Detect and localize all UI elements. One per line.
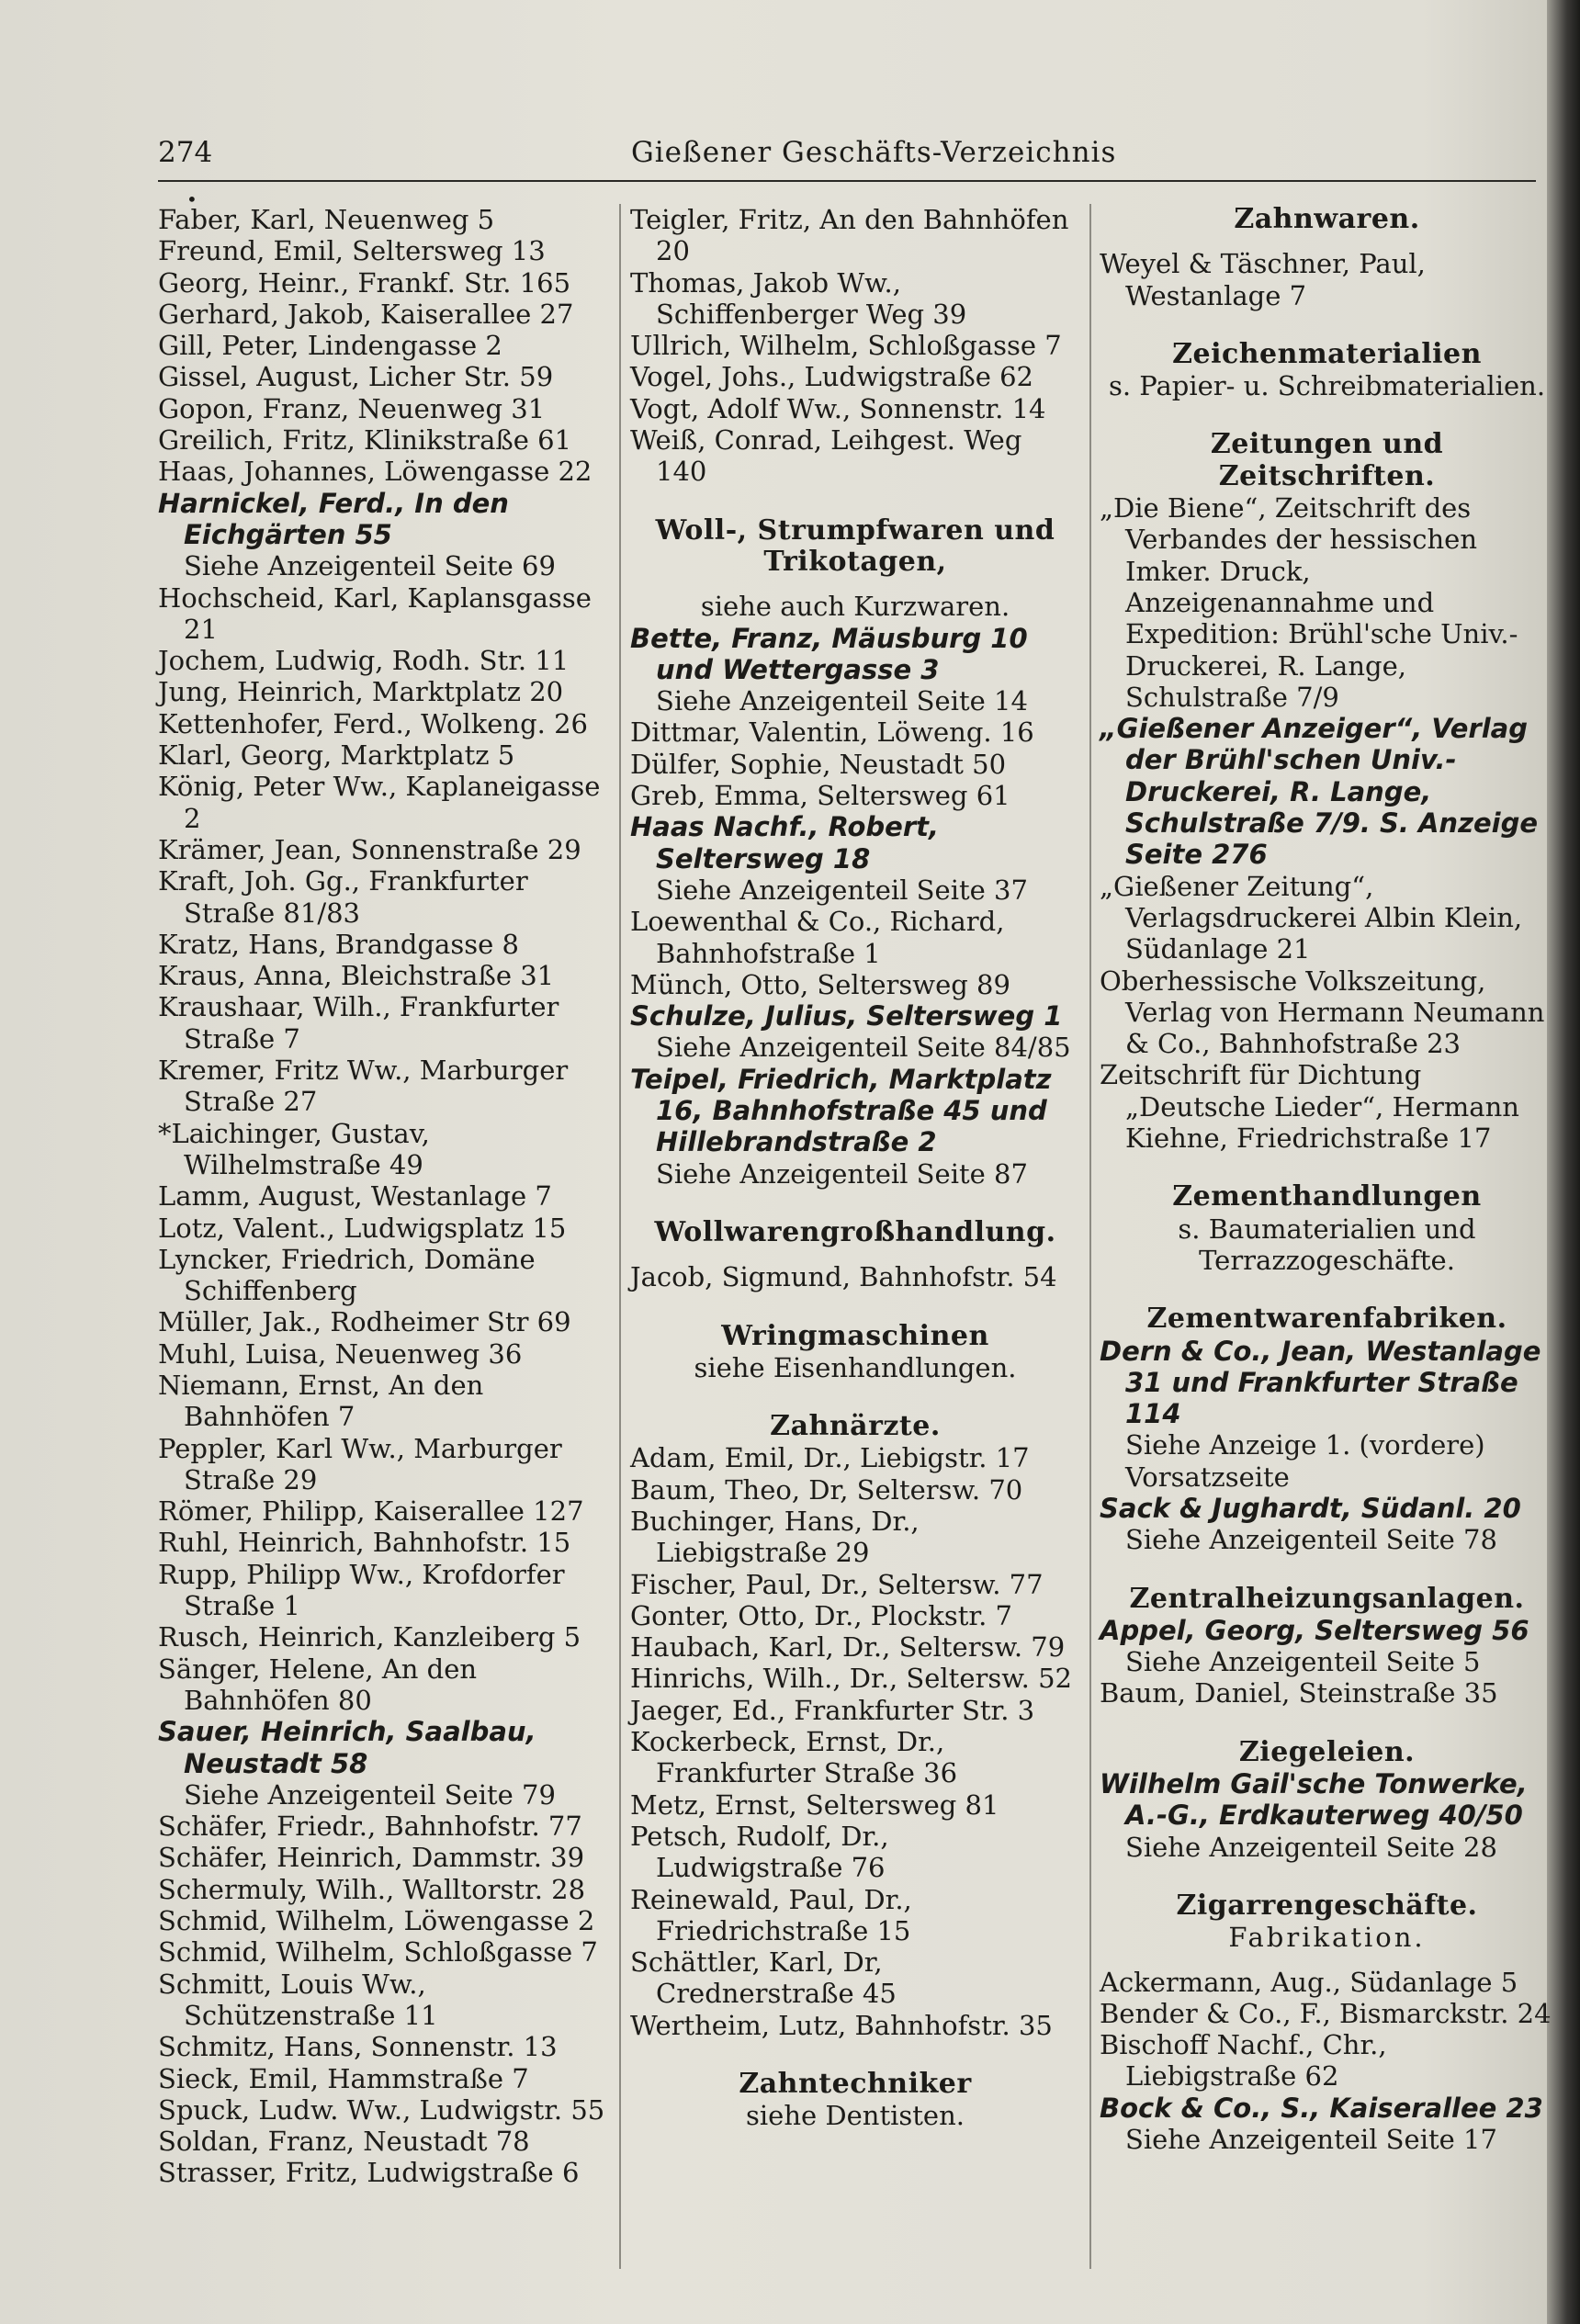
list-item: Greilich, Fritz, Klinikstraße 61 <box>158 424 572 457</box>
list-item-advertiser: Bette, Franz, Mäusburg 10 und Wettergasse 3 <box>630 622 1028 685</box>
ad-reference: Siehe Anzeigenteil Seite 69 <box>184 550 556 582</box>
column-divider <box>619 204 621 2269</box>
list-item: Schmid, Wilhelm, Schloßgasse 7 <box>158 1936 598 1969</box>
ad-reference: Siehe Anzeigenteil Seite 5 <box>1125 1646 1481 1678</box>
list-item-advertiser: Sack & Jughardt, Südanl. 20 <box>1100 1492 1521 1524</box>
list-item-advertiser: Teipel, Friedrich, Marktplatz 16, Bahnhofstraße 45 und Hillebrandstraße 2 <box>630 1063 1052 1158</box>
section-heading-zahntechniker: Zahntechniker <box>739 2068 972 2101</box>
list-item: Jochem, Ludwig, Rodh. Str. 11 <box>158 645 570 677</box>
list-item: Zeitschrift für Dichtung „Deutsche Lieder“, Hermann Kiehne, Friedrichstraße 17 <box>1100 1059 1519 1155</box>
list-item: Freund, Emil, Seltersweg 13 <box>158 235 546 267</box>
section-heading-zahnaerzte: Zahnärzte. <box>770 1410 941 1443</box>
list-item: Muhl, Luisa, Neuenweg 36 <box>158 1337 523 1370</box>
page-title: Gießener Geschäfts-Verzeichnis <box>631 136 1117 169</box>
list-item: Rupp, Philipp Ww., Krofdorfer Straße 1 <box>158 1558 565 1622</box>
list-item: Lyncker, Friedrich, Domäne Schiffenberg <box>158 1243 536 1307</box>
list-item: Bender & Co., F., Bismarckstr. 24 <box>1100 1997 1552 2029</box>
column-divider <box>1089 204 1091 2269</box>
list-item: Kremer, Fritz Ww., Marburger Straße 27 <box>158 1055 569 1118</box>
ad-reference: Siehe Anzeigenteil Seite 78 <box>1125 1524 1497 1556</box>
list-item: Thomas, Jakob Ww., Schiffenberger Weg 39 <box>630 266 967 330</box>
list-item: Vogel, Johs., Ludwigstraße 62 <box>630 361 1033 393</box>
list-item-advertiser: Appel, Georg, Seltersweg 56 <box>1100 1614 1529 1646</box>
list-item-advertiser: Sauer, Heinrich, Saalbau, Neustadt 58 <box>158 1716 536 1779</box>
list-item: Rusch, Heinrich, Kanzleiberg 5 <box>158 1621 581 1653</box>
list-item: Ackermann, Aug., Südanlage 5 <box>1100 1966 1518 1998</box>
list-item: Gerhard, Jakob, Kaiserallee 27 <box>158 298 574 330</box>
page-header <box>158 136 1536 180</box>
section-subheading: Fabrikation. <box>1228 1922 1426 1954</box>
section-heading-zigarren: Zigarrengeschäfte. <box>1176 1889 1478 1922</box>
list-item: Hinrichs, Wilh., Dr., Seltersw. 52 <box>630 1663 1072 1695</box>
list-item: Kratz, Hans, Brandgasse 8 <box>158 928 519 960</box>
list-item: Weiß, Conrad, Leihgest. Weg 140 <box>630 424 1022 488</box>
list-item: Fischer, Paul, Dr., Seltersw. 77 <box>630 1568 1044 1600</box>
section-heading-zement: Zementhandlungen <box>1172 1180 1482 1213</box>
list-item: Strasser, Fritz, Ludwigstraße 6 <box>158 2157 580 2189</box>
list-item: Gopon, Franz, Neuenweg 31 <box>158 392 546 424</box>
cross-reference: s. Papier- u. Schreibmaterialien. <box>1108 370 1546 402</box>
list-item: *Laichinger, Gustav, Wilhelmstraße 49 <box>158 1117 430 1180</box>
list-item: Kockerbeck, Ernst, Dr., Frankfurter Straße 36 <box>630 1726 958 1789</box>
list-item-advertiser: Schulze, Julius, Seltersweg 1 <box>630 1000 1063 1032</box>
list-item-advertiser: „Gießener Anzeiger“, Verlag der Brühl'schen Univ.-Druckerei, R. Lange, Schulstraße 7/9. S. Anzeige Seite 276 <box>1100 713 1538 871</box>
list-item: Kraus, Anna, Bleichstraße 31 <box>158 960 555 992</box>
list-item: Georg, Heinr., Frankf. Str. 165 <box>158 266 571 299</box>
list-item: Faber, Karl, Neuenweg 5 <box>158 204 495 235</box>
list-item: König, Peter Ww., Kaplaneigasse 2 <box>158 771 601 834</box>
ad-reference: Siehe Anzeigenteil Seite 84/85 <box>656 1032 1071 1064</box>
list-item: Sänger, Helene, An den Bahnhöfen 80 <box>158 1653 478 1716</box>
ad-reference: Siehe Anzeige 1. (vordere) Vorsatzseite <box>1125 1429 1485 1493</box>
list-item: Krämer, Jean, Sonnenstraße 29 <box>158 833 581 865</box>
list-item: Loewenthal & Co., Richard, Bahnhofstraße 1 <box>630 906 1005 969</box>
list-item: Greb, Emma, Seltersweg 61 <box>630 780 1010 812</box>
section-heading-wollgross: Wollwarengroßhandlung. <box>654 1215 1056 1248</box>
list-item: Kraushaar, Wilh., Frankfurter Straße 7 <box>158 991 559 1055</box>
list-item: Soldan, Franz, Neustadt 78 <box>158 2126 530 2158</box>
list-item: Wertheim, Lutz, Bahnhofstr. 35 <box>630 2009 1053 2041</box>
column-3 <box>1100 204 1554 2155</box>
list-item: Lamm, August, Westanlage 7 <box>158 1180 552 1213</box>
list-item: Schäfer, Heinrich, Dammstr. 39 <box>158 1842 585 1874</box>
ad-reference: Siehe Anzeigenteil Seite 14 <box>656 685 1028 717</box>
list-item: Petsch, Rudolf, Dr., Ludwigstraße 76 <box>630 1820 889 1884</box>
list-item: Baum, Theo, Dr, Seltersw. 70 <box>630 1473 1023 1506</box>
list-item: Bischoff Nachf., Chr., Liebigstraße 62 <box>1100 2029 1387 2093</box>
list-item-advertiser: Bock & Co., S., Kaiserallee 23 <box>1100 2092 1543 2124</box>
list-item: Weyel & Täschner, Paul, Westanlage 7 <box>1100 248 1426 311</box>
list-item: Teigler, Fritz, An den Bahnhöfen 20 <box>630 204 1069 267</box>
list-item: Münch, Otto, Seltersweg 89 <box>630 968 1010 1000</box>
section-heading-ziegeleien: Ziegeleien. <box>1238 1735 1416 1768</box>
list-item-advertiser: Haas Nachf., Robert, Seltersweg 18 <box>630 811 940 874</box>
list-item: Jacob, Sigmund, Bahnhofstr. 54 <box>630 1261 1057 1293</box>
cross-reference: s. Baumaterialien und Terrazzogeschäfte. <box>1178 1213 1476 1276</box>
list-item: Vogt, Adolf Ww., Sonnenstr. 14 <box>630 392 1046 424</box>
list-item: Römer, Philipp, Kaiserallee 127 <box>158 1495 584 1528</box>
section-heading-zahnwaren: Zahnwaren. <box>1234 203 1420 235</box>
list-item: Schäfer, Friedr., Bahnhofstr. 77 <box>158 1811 582 1843</box>
list-item: Jaeger, Ed., Frankfurter Str. 3 <box>630 1694 1035 1726</box>
list-item: Klarl, Georg, Marktplatz 5 <box>158 739 515 772</box>
cross-reference: siehe Dentisten. <box>746 2100 965 2132</box>
section-heading-zeitungen: Zeitungen und Zeitschriften. <box>1210 428 1444 492</box>
list-item: Schmitt, Louis Ww., Schützenstraße 11 <box>158 1968 438 2031</box>
list-item: Baum, Daniel, Steinstraße 35 <box>1100 1677 1498 1709</box>
section-heading-zentralheizung: Zentralheizungsanlagen. <box>1129 1582 1525 1615</box>
list-item-advertiser: Wilhelm Gail'sche Tonwerke, A.-G., Erdkauterweg 40/50 <box>1100 1768 1528 1832</box>
ad-reference: Siehe Anzeigenteil Seite 79 <box>184 1778 556 1811</box>
section-heading-zeichen: Zeichenmaterialien <box>1172 337 1482 370</box>
list-item: „Die Biene“, Zeitschrift des Verbandes der hessischen Imker. Druck, Anzeigenannahme und Expedition: Brühl'sche Univ.-Druckerei, R. Lange, Schulstraße 7/9 <box>1100 492 1518 713</box>
list-item: Buchinger, Hans, Dr., Liebigstraße 29 <box>630 1505 920 1569</box>
column-2 <box>630 204 1080 2132</box>
header-rule <box>158 180 1536 182</box>
list-item: Reinewald, Paul, Dr., Friedrichstraße 15 <box>630 1883 912 1946</box>
list-item: Ruhl, Heinrich, Bahnhofstr. 15 <box>158 1527 571 1559</box>
list-item: „Gießener Zeitung“, Verlagsdruckerei Albin Klein, Südanlage 21 <box>1100 870 1523 965</box>
list-item: Schättler, Karl, Dr, Crednerstraße 45 <box>630 1946 897 2010</box>
list-item: Niemann, Ernst, An den Bahnhöfen 7 <box>158 1369 484 1433</box>
list-item: Dittmar, Valentin, Löweng. 16 <box>630 716 1034 749</box>
ad-reference: Siehe Anzeigenteil Seite 28 <box>1125 1831 1497 1863</box>
list-item: Gissel, August, Licher Str. 59 <box>158 361 554 393</box>
list-item-advertiser: Harnickel, Ferd., In den Eichgärten 55 <box>158 487 509 550</box>
ad-reference: Siehe Anzeigenteil Seite 37 <box>656 874 1028 906</box>
list-item: Kraft, Joh. Gg., Frankfurter Straße 81/83 <box>158 865 528 929</box>
list-item: Metz, Ernst, Seltersweg 81 <box>630 1788 999 1821</box>
column-1 <box>158 204 608 2189</box>
list-item: Spuck, Ludw. Ww., Ludwigstr. 55 <box>158 2093 605 2126</box>
list-item: Peppler, Karl Ww., Marburger Straße 29 <box>158 1432 562 1495</box>
ad-reference: Siehe Anzeigenteil Seite 17 <box>1125 2124 1497 2156</box>
list-item: Hochscheid, Karl, Kaplansgasse 21 <box>158 581 592 645</box>
section-heading-wring: Wringmaschinen <box>721 1319 989 1352</box>
list-item-advertiser: Dern & Co., Jean, Westanlage 31 und Frankfurter Straße 114 <box>1100 1335 1541 1430</box>
list-item: Oberhessische Volkszeitung, Verlag von Hermann Neumann & Co., Bahnhofstraße 23 <box>1100 965 1545 1060</box>
cross-reference: siehe Eisenhandlungen. <box>694 1351 1017 1383</box>
list-item: Gill, Peter, Lindengasse 2 <box>158 330 502 362</box>
ad-reference: Siehe Anzeigenteil Seite 87 <box>656 1157 1028 1190</box>
list-item: Adam, Emil, Dr., Liebigstr. 17 <box>630 1442 1030 1474</box>
list-item: Schmid, Wilhelm, Löwengasse 2 <box>158 1905 595 1937</box>
list-item: Lotz, Valent., Ludwigsplatz 15 <box>158 1212 567 1244</box>
margin-dot: • <box>186 188 198 210</box>
list-item: Ullrich, Wilhelm, Schloßgasse 7 <box>630 330 1062 362</box>
list-item: Haas, Johannes, Löwengasse 22 <box>158 456 592 488</box>
list-item: Dülfer, Sophie, Neustadt 50 <box>630 748 1007 780</box>
list-item: Schmitz, Hans, Sonnenstr. 13 <box>158 2031 558 2063</box>
list-item: Sieck, Emil, Hammstraße 7 <box>158 2062 529 2094</box>
list-item: Jung, Heinrich, Marktplatz 20 <box>158 676 564 708</box>
list-item: Gonter, Otto, Dr., Plockstr. 7 <box>630 1599 1012 1631</box>
section-heading-woll: Woll-, Strumpfwaren und Trikotagen, <box>655 513 1055 578</box>
list-item: Müller, Jak., Rodheimer Str 69 <box>158 1306 571 1338</box>
list-item: Schermuly, Wilh., Walltorstr. 28 <box>158 1873 586 1905</box>
list-item: Haubach, Karl, Dr., Seltersw. 79 <box>630 1631 1066 1664</box>
page-number: 274 <box>158 136 213 169</box>
section-heading-zementwaren: Zementwarenfabriken. <box>1146 1303 1507 1336</box>
list-item: Kettenhofer, Ferd., Wolkeng. 26 <box>158 707 589 739</box>
cross-reference: siehe auch Kurzwaren. <box>700 591 1010 623</box>
